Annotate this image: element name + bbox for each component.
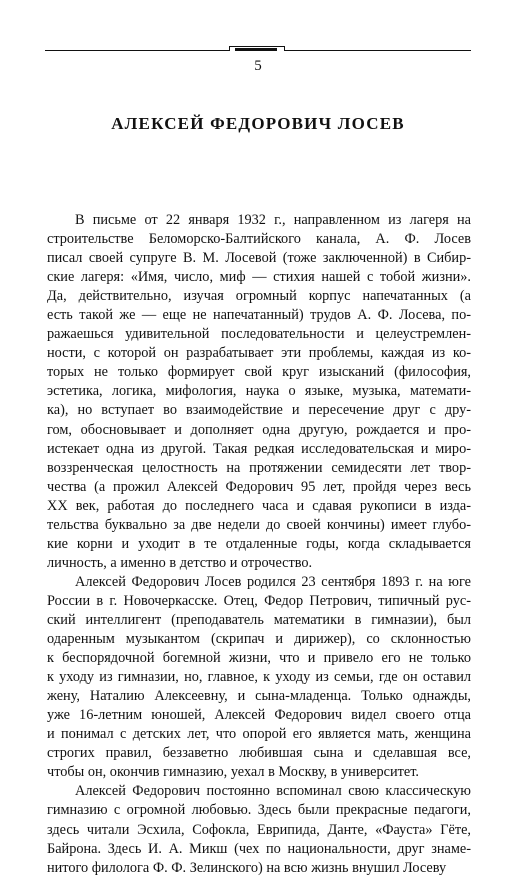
- text-line: ражаешься удивительной последовательности и целеустремлен-: [47, 326, 471, 343]
- text-line: чтобы он, окончив гимназию, уехал в Москву, в университет.: [47, 764, 419, 781]
- text-line: Байрона. Здесь И. А. Микш (чех по национальности, друг знаме-: [47, 840, 471, 857]
- text-line: XX век, работая до последнего часа и сдавая рукописи в изда-: [47, 497, 471, 514]
- text-line: гом, обосновывает и дополняет одна другую, рождается и про-: [47, 421, 471, 438]
- body-text: [47, 211, 471, 878]
- text-line: строительстве Беломорско-Балтийского канала, А. Ф. Лосев: [47, 231, 471, 248]
- text-line: В письме от 22 января 1932 г., направленном из лагеря на: [75, 212, 471, 228]
- text-line: строгих правил, беззаветно любившая сына и сделавшая все,: [47, 745, 471, 762]
- text-line: жену, Наталию Алексеевну, и сына-младенца. Только однажды,: [47, 688, 471, 705]
- header-rule: [45, 46, 471, 56]
- text-line: уже 16-летним юношей, Алексей Федорович видел своего отца: [47, 707, 471, 724]
- text-line: ности, с которой он разрабатывает эти проблемы, каждая из ко-: [47, 345, 471, 362]
- text-line: ские лагеря: «Имя, число, миф — стихия нашей с тобой жизни».: [47, 269, 471, 286]
- text-line: и понимал с детских лет, что опорой его является мать, женщина: [47, 726, 471, 743]
- paragraph: [47, 573, 471, 783]
- text-line: к уходу из гимназии, но, главное, к уходу из семьи, где он оставил: [47, 669, 471, 686]
- text-line: к беспорядочной богемной жизни, что и привело его не только: [47, 650, 471, 667]
- text-line: писал своей супруге В. М. Лосевой (тоже заключенной) в Сибир-: [47, 250, 471, 267]
- text-line: истекает одна из другой. Такая редкая исследовательская и миро-: [47, 440, 471, 457]
- text-line: личность, а именно в детство и отрочество.: [47, 554, 313, 571]
- chapter-title: АЛЕКСЕЙ ФЕДОРОВИЧ ЛОСЕВ: [111, 114, 405, 133]
- text-line: здесь читали Эсхила, Софокла, Еврипида, Данте, «Фауста» Гёте,: [47, 821, 471, 838]
- text-line: ский интеллигент (преподаватель математики в гимназии), был: [47, 611, 471, 628]
- text-line: нитого филолога Ф. Ф. Зелинского) на всю жизнь внушил Лосеву: [47, 859, 447, 876]
- paragraph: [47, 782, 471, 877]
- text-line: гимназию с огромной любовью. Здесь были прекрасные педагоги,: [47, 802, 471, 819]
- text-line: есть такой же — еще не напечатанный) трудов А. Ф. Лосева, по-: [47, 307, 471, 324]
- text-line: воззренческая целостность на протяжении семидесяти лет твор-: [47, 459, 471, 476]
- text-line: эстетика, логика, мифология, наука о языке, музыка, математи-: [47, 383, 471, 400]
- text-line: ка), но вступает во взаимодействие и пересечение друг с дру-: [47, 402, 471, 419]
- text-line: торых не только формирует свой круг изысканий (философия,: [47, 364, 471, 381]
- text-line: кие корни и уходит в те отдаленные годы, когда складывается: [47, 535, 471, 552]
- text-line: чества (а прожил Алексей Федорович 95 лет, пройдя через весь: [47, 478, 471, 495]
- text-line: одаренным музыкантом (скрипач и дирижер), со склонностью: [47, 631, 471, 648]
- paragraph: [47, 211, 471, 573]
- header-rule-tab-fill: [235, 48, 277, 51]
- text-line: тельства буквально за две недели до своей кончины) имеет глубо-: [47, 516, 471, 533]
- text-line: Да, действительно, изучая огромный корпус напечатанных (а: [47, 288, 471, 305]
- text-line: России в г. Новочеркасске. Отец, Федор Петрович, типичный рус-: [47, 592, 471, 609]
- page-number: 5: [254, 58, 262, 74]
- text-line: Алексей Федорович Лосев родился 23 сентября 1893 г. на юге: [75, 573, 471, 590]
- text-line: Алексей Федорович постоянно вспоминал свою классическую: [75, 783, 471, 800]
